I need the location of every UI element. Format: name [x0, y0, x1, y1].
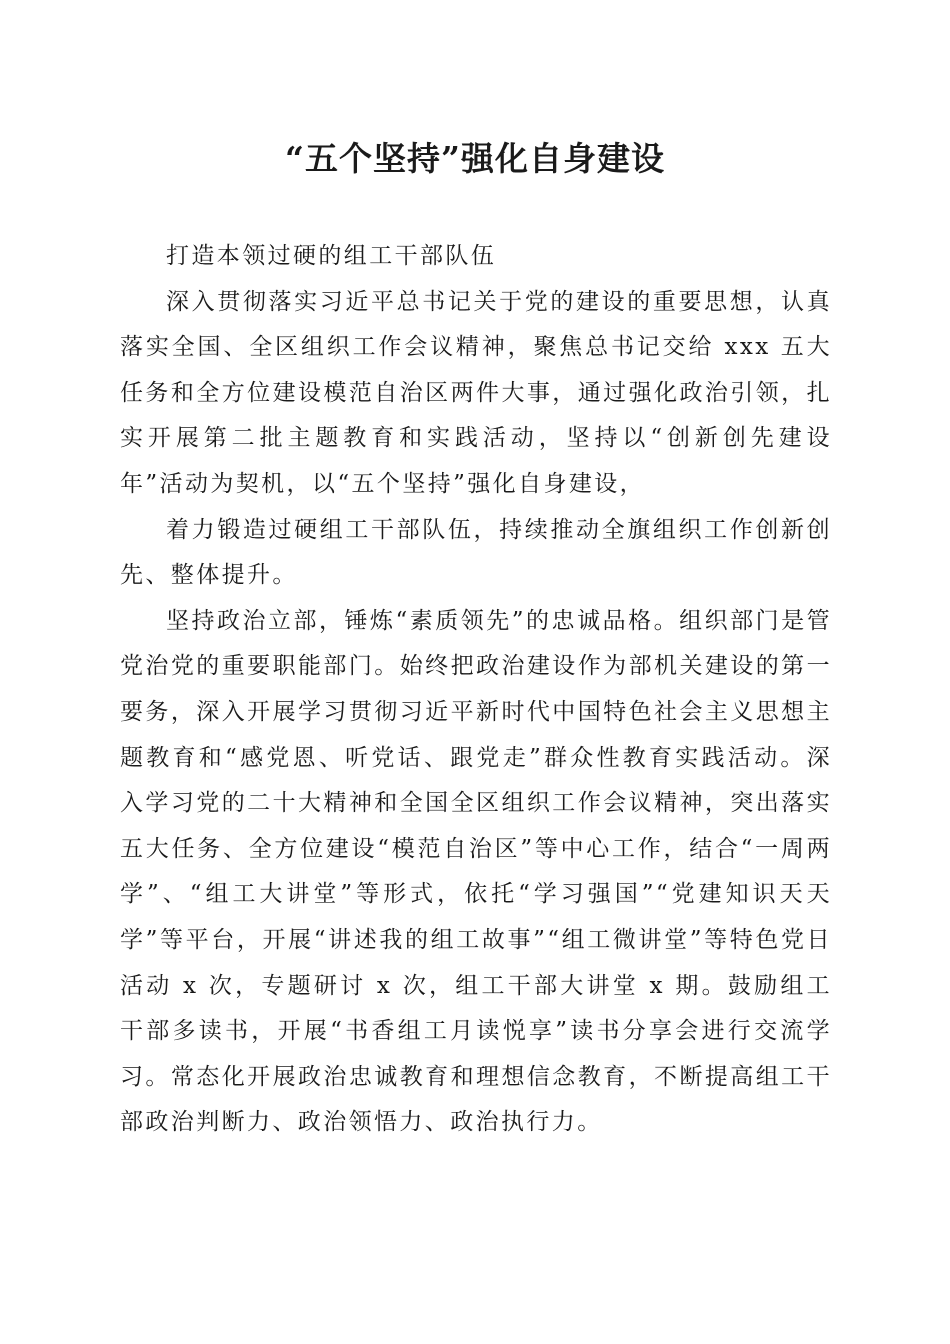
- paragraph-intro: 深入贯彻落实习近平总书记关于党的建设的重要思想，认真落实全国、全区组织工作会议精神，聚焦总书记交给 xxx 五大任务和全方位建设模范自治区两件大事，通过强化政治引领，扎实开展第二批主题教育和实践活动，坚持以“创新创先建设年”活动为契机，以“五个坚持”强化自身建设，: [120, 288, 832, 497]
- document-title: “五个坚持”强化自身建设: [285, 139, 665, 178]
- document-body: [120, 234, 832, 1146]
- paragraph-subtitle: 打造本领过硬的组工干部队伍: [166, 243, 497, 269]
- paragraph-goal: 着力锻造过硬组工干部队伍，持续推动全旗组织工作创新创先、整体提升。: [120, 516, 832, 589]
- paragraph-political-building: 坚持政治立部，锤炼“素质领先”的忠诚品格。组织部门是管党治党的重要职能部门。始终把政治建设作为部机关建设的第一要务，深入开展学习贯彻习近平新时代中国特色社会主义思想主题教育和“感党恩、听党话、跟党走”群众性教育实践活动。深入学习党的二十大精神和全国全区组织工作会议精神，突出落实五大任务、全方位建设“模范自治区”等中心工作，结合“一周两学”、“组工大讲堂”等形式，依托“学习强国”“党建知识天天学”等平台，开展“讲述我的组工故事”“组工微讲堂”等特色党日活动 x 次，专题研讨 x 次，组工干部大讲堂 x 期。鼓励组工干部多读书，开展“书香组工月读悦享”读书分享会进行交流学习。常态化开展政治忠诚教育和理想信念教育，不断提高组工干部政治判断力、政治领悟力、政治执行力。: [120, 607, 832, 1136]
